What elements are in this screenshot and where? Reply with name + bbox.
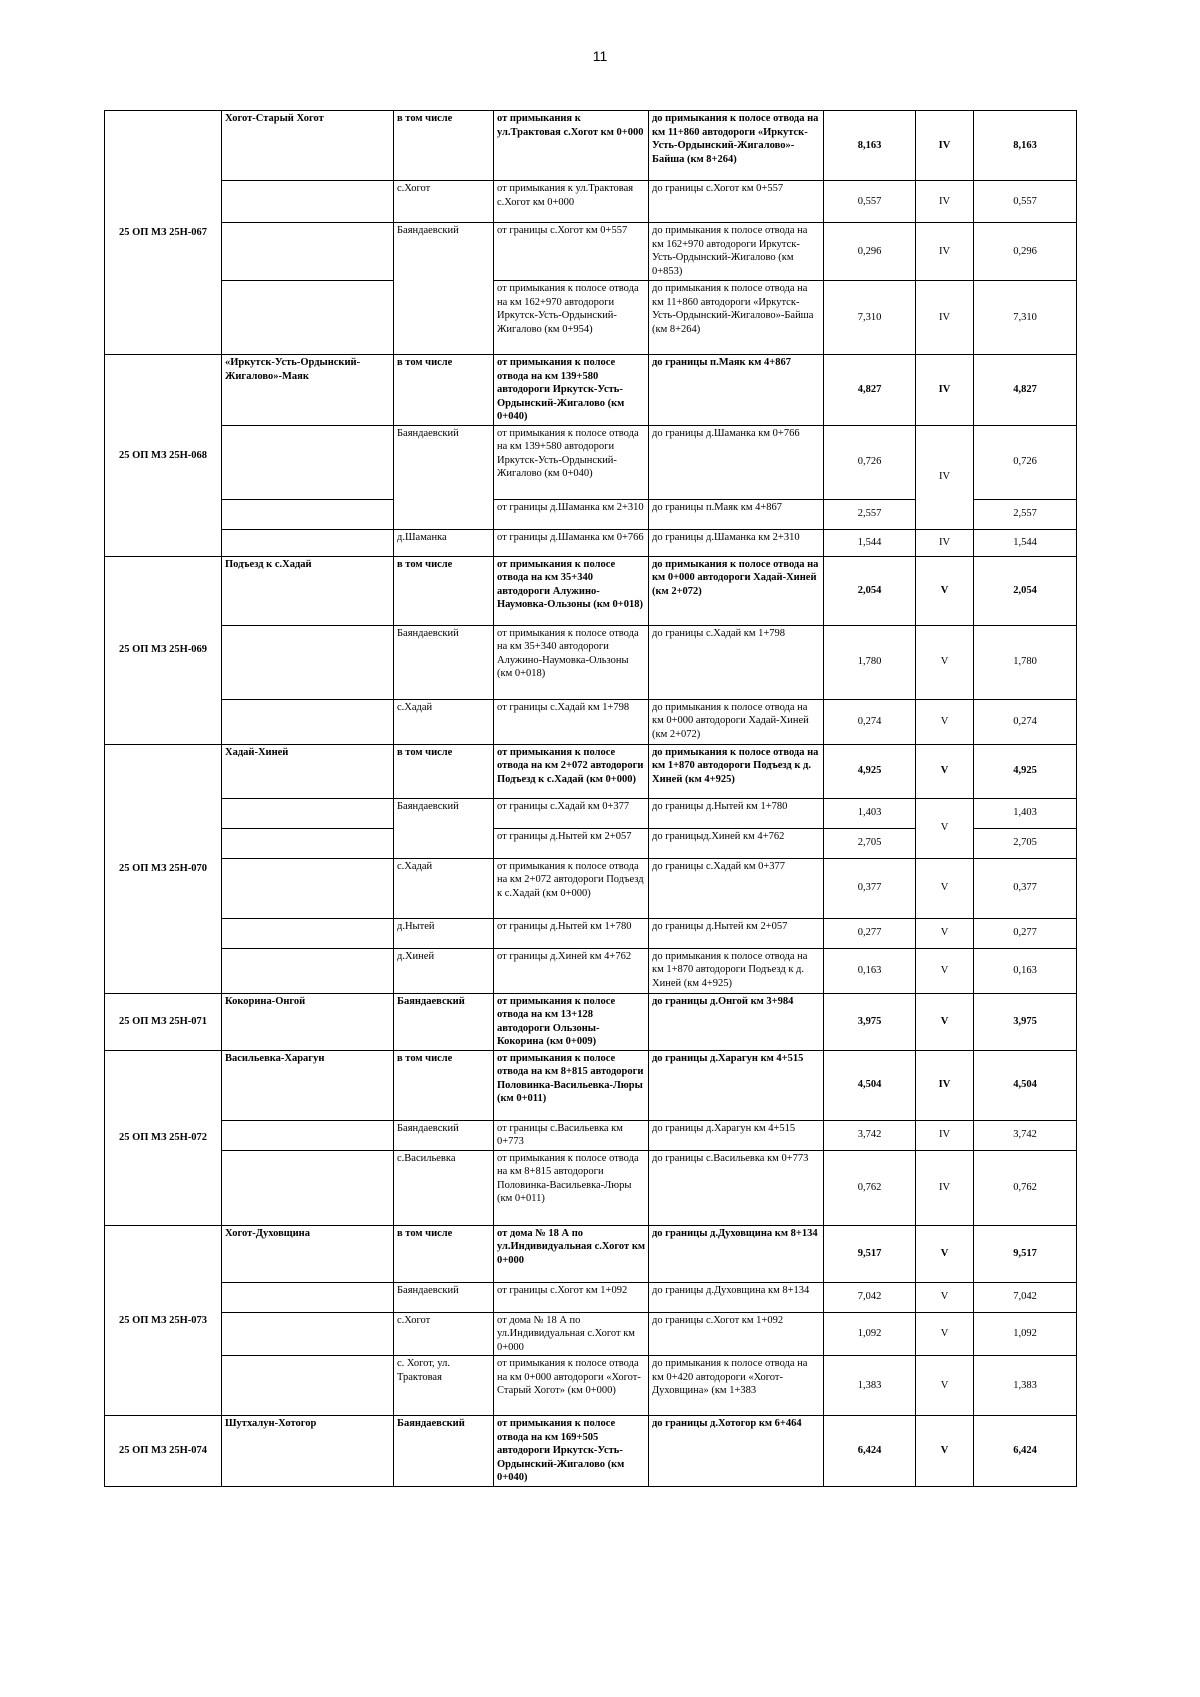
to-cell: до границы с.Хогот км 0+557 (649, 181, 824, 223)
table-row (105, 1225, 1077, 1282)
from-cell: от примыкания к полосе отвода на км 8+815 автодороги Половинка-Васильевка-Люры (км 0+011) (494, 1150, 649, 1225)
table-row (105, 355, 1077, 426)
category-cell: V (916, 918, 974, 948)
length-cell: 0,726 (824, 425, 916, 499)
from-cell: от границы д.Шаманка км 0+766 (494, 529, 649, 556)
area-cell: с.Хадай (394, 858, 494, 918)
total-length-cell: 1,092 (974, 1312, 1077, 1356)
road-name-cell (222, 1120, 394, 1150)
length-cell: 7,310 (824, 281, 916, 355)
category-cell: IV (916, 529, 974, 556)
category-cell: IV (916, 1150, 974, 1225)
table-row (105, 1356, 1077, 1416)
road-name-cell: Хогот-Старый Хогот (222, 111, 394, 181)
area-cell: с.Хадай (394, 699, 494, 744)
area-cell: Баяндаевский (394, 223, 494, 355)
road-name-cell (222, 223, 394, 281)
length-cell: 0,277 (824, 918, 916, 948)
length-cell: 2,705 (824, 828, 916, 858)
to-cell: до границы д.Харагун км 4+515 (649, 1120, 824, 1150)
road-code-cell: 25 ОП МЗ 25Н-071 (105, 993, 222, 1050)
from-cell: от границы д.Нытей км 2+057 (494, 828, 649, 858)
road-name-cell (222, 425, 394, 499)
category-cell: IV (916, 223, 974, 281)
length-cell: 1,403 (824, 798, 916, 828)
to-cell: до границы п.Маяк км 4+867 (649, 355, 824, 426)
total-length-cell: 2,054 (974, 556, 1077, 625)
area-cell: с.Хогот (394, 181, 494, 223)
to-cell: до границыд.Хиней км 4+762 (649, 828, 824, 858)
from-cell: от границы д.Хиней км 4+762 (494, 948, 649, 993)
length-cell: 4,504 (824, 1050, 916, 1120)
category-cell: IV (916, 1050, 974, 1120)
to-cell: до примыкания к полосе отвода на км 0+000 автодороги Хадай-Хиней (км 2+072) (649, 556, 824, 625)
total-length-cell: 0,274 (974, 699, 1077, 744)
table-row (105, 993, 1077, 1050)
total-length-cell: 4,827 (974, 355, 1077, 426)
road-name-cell: Хогот-Духовщина (222, 1225, 394, 1282)
from-cell: от примыкания к полосе отвода на км 13+128 автодороги Ользоны-Кокорина (км 0+009) (494, 993, 649, 1050)
to-cell: до границы д.Хотогор км 6+464 (649, 1416, 824, 1487)
to-cell: до границы д.Духовщина км 8+134 (649, 1282, 824, 1312)
to-cell: до границы д.Онгой км 3+984 (649, 993, 824, 1050)
category-cell: V (916, 798, 974, 858)
from-cell: от примыкания к полосе отвода на км 35+340 автодороги Алужино-Наумовка-Ользоны (км 0+018) (494, 556, 649, 625)
road-name-cell: Хадай-Хиней (222, 744, 394, 798)
road-code-cell: 25 ОП МЗ 25Н-072 (105, 1050, 222, 1225)
table-row (105, 918, 1077, 948)
from-cell: от границы с.Хогот км 0+557 (494, 223, 649, 281)
to-cell: до границы д.Шаманка км 2+310 (649, 529, 824, 556)
from-cell: от дома № 18 А по ул.Индивидуальная с.Хогот км 0+000 (494, 1225, 649, 1282)
to-cell: до примыкания к полосе отвода на км 0+000 автодороги Хадай-Хиней (км 2+072) (649, 699, 824, 744)
category-cell: V (916, 1416, 974, 1487)
from-cell: от границы с.Хадай км 0+377 (494, 798, 649, 828)
from-cell: от примыкания к полосе отвода на км 169+505 автодороги Иркутск-Усть-Ордынский-Жигалово (км 0+040) (494, 1416, 649, 1487)
table-row (105, 948, 1077, 993)
to-cell: до границы п.Маяк км 4+867 (649, 499, 824, 529)
area-cell: в том числе (394, 744, 494, 798)
area-cell: д.Хиней (394, 948, 494, 993)
table-row (105, 744, 1077, 798)
area-cell: д.Шаманка (394, 529, 494, 556)
category-cell: V (916, 625, 974, 699)
length-cell: 0,296 (824, 223, 916, 281)
total-length-cell: 8,163 (974, 111, 1077, 181)
from-cell: от примыкания к ул.Трактовая с.Хогот км 0+000 (494, 111, 649, 181)
table-row (105, 281, 1077, 355)
area-cell: Баяндаевский (394, 798, 494, 858)
road-name-cell (222, 1282, 394, 1312)
to-cell: до границы д.Шаманка км 0+766 (649, 425, 824, 499)
area-cell: Баяндаевский (394, 425, 494, 529)
road-name-cell: «Иркутск-Усть-Ордынский-Жигалово»-Маяк (222, 355, 394, 426)
road-name-cell (222, 828, 394, 858)
total-length-cell: 0,277 (974, 918, 1077, 948)
from-cell: от границы с.Хадай км 1+798 (494, 699, 649, 744)
table-row (105, 1050, 1077, 1120)
total-length-cell: 4,925 (974, 744, 1077, 798)
length-cell: 8,163 (824, 111, 916, 181)
area-cell: в том числе (394, 1225, 494, 1282)
to-cell: до границы д.Нытей км 2+057 (649, 918, 824, 948)
from-cell: от границы д.Нытей км 1+780 (494, 918, 649, 948)
total-length-cell: 0,377 (974, 858, 1077, 918)
road-name-cell: Васильевка-Харагун (222, 1050, 394, 1120)
from-cell: от границы с.Хогот км 1+092 (494, 1282, 649, 1312)
category-cell: V (916, 993, 974, 1050)
category-cell: V (916, 1282, 974, 1312)
area-cell: Баяндаевский (394, 993, 494, 1050)
road-name-cell (222, 1150, 394, 1225)
length-cell: 1,383 (824, 1356, 916, 1416)
from-cell: от примыкания к ул.Трактовая с.Хогот км 0+000 (494, 181, 649, 223)
category-cell: IV (916, 181, 974, 223)
to-cell: до границы с.Хогот км 1+092 (649, 1312, 824, 1356)
total-length-cell: 2,705 (974, 828, 1077, 858)
road-code-cell: 25 ОП МЗ 25Н-074 (105, 1416, 222, 1487)
area-cell: с.Хогот (394, 1312, 494, 1356)
from-cell: от примыкания к полосе отвода на км 2+072 автодороги Подъезд к с.Хадай (км 0+000) (494, 744, 649, 798)
length-cell: 0,163 (824, 948, 916, 993)
road-name-cell (222, 1312, 394, 1356)
road-name-cell (222, 181, 394, 223)
total-length-cell: 6,424 (974, 1416, 1077, 1487)
from-cell: от примыкания к полосе отвода на км 8+815 автодороги Половинка-Васильевка-Люры (км 0+011) (494, 1050, 649, 1120)
road-name-cell (222, 1356, 394, 1416)
road-name-cell (222, 281, 394, 355)
length-cell: 0,762 (824, 1150, 916, 1225)
total-length-cell: 0,163 (974, 948, 1077, 993)
page-number: 11 (592, 48, 608, 64)
road-name-cell (222, 499, 394, 529)
table-row (105, 529, 1077, 556)
to-cell: до примыкания к полосе отвода на км 11+860 автодороги «Иркутск-Усть-Ордынский-Жигалово»-Байша (км 8+264) (649, 281, 824, 355)
total-length-cell: 7,042 (974, 1282, 1077, 1312)
category-cell: V (916, 1356, 974, 1416)
area-cell: д.Нытей (394, 918, 494, 948)
from-cell: от дома № 18 А по ул.Индивидуальная с.Хогот км 0+000 (494, 1312, 649, 1356)
from-cell: от примыкания к полосе отвода на км 162+970 автодороги Иркутск-Усть-Ордынский-Жигалово (км 0+954) (494, 281, 649, 355)
table-row (105, 625, 1077, 699)
area-cell: с.Васильевка (394, 1150, 494, 1225)
table-row (105, 1120, 1077, 1150)
table-row (105, 223, 1077, 281)
category-cell: V (916, 556, 974, 625)
to-cell: до примыкания к полосе отвода на км 162+970 автодороги Иркутск-Усть-Ордынский-Жигалово (км 0+853) (649, 223, 824, 281)
total-length-cell: 0,296 (974, 223, 1077, 281)
area-cell: Баяндаевский (394, 1282, 494, 1312)
road-code-cell: 25 ОП МЗ 25Н-067 (105, 111, 222, 355)
total-length-cell: 0,726 (974, 425, 1077, 499)
length-cell: 2,557 (824, 499, 916, 529)
road-name-cell (222, 918, 394, 948)
total-length-cell: 0,762 (974, 1150, 1077, 1225)
length-cell: 1,544 (824, 529, 916, 556)
from-cell: от границы д.Шаманка км 2+310 (494, 499, 649, 529)
length-cell: 4,925 (824, 744, 916, 798)
area-cell: с. Хогот, ул. Трактовая (394, 1356, 494, 1416)
table-row (105, 556, 1077, 625)
length-cell: 1,092 (824, 1312, 916, 1356)
area-cell: в том числе (394, 355, 494, 426)
from-cell: от границы с.Васильевка км 0+773 (494, 1120, 649, 1150)
table-row (105, 111, 1077, 181)
table-row (105, 798, 1077, 828)
category-cell: V (916, 744, 974, 798)
total-length-cell: 3,742 (974, 1120, 1077, 1150)
to-cell: до границы д.Нытей км 1+780 (649, 798, 824, 828)
road-name-cell (222, 858, 394, 918)
total-length-cell: 2,557 (974, 499, 1077, 529)
area-cell: Баяндаевский (394, 1120, 494, 1150)
road-name-cell (222, 948, 394, 993)
from-cell: от примыкания к полосе отвода на км 2+072 автодороги Подъезд к с.Хадай (км 0+000) (494, 858, 649, 918)
length-cell: 2,054 (824, 556, 916, 625)
category-cell: IV (916, 355, 974, 426)
length-cell: 1,780 (824, 625, 916, 699)
from-cell: от примыкания к полосе отвода на км 139+580 автодороги Иркутск-Усть-Ордынский-Жигалово (км 0+040) (494, 425, 649, 499)
category-cell: IV (916, 281, 974, 355)
table-row (105, 1150, 1077, 1225)
total-length-cell: 4,504 (974, 1050, 1077, 1120)
total-length-cell: 1,383 (974, 1356, 1077, 1416)
length-cell: 0,557 (824, 181, 916, 223)
category-cell: IV (916, 1120, 974, 1150)
length-cell: 9,517 (824, 1225, 916, 1282)
table-row (105, 1282, 1077, 1312)
category-cell: V (916, 858, 974, 918)
total-length-cell: 3,975 (974, 993, 1077, 1050)
table-row (105, 1312, 1077, 1356)
to-cell: до примыкания к полосе отвода на км 11+860 автодороги «Иркутск-Усть-Ордынский-Жигалово»-Байша (км 8+264) (649, 111, 824, 181)
from-cell: от примыкания к полосе отвода на км 0+000 автодороги «Хогот-Старый Хогот» (км 0+000) (494, 1356, 649, 1416)
from-cell: от примыкания к полосе отвода на км 35+340 автодороги Алужино-Наумовка-Ользоны (км 0+018) (494, 625, 649, 699)
to-cell: до примыкания к полосе отвода на км 1+870 автодороги Подъезд к д. Хиней (км 4+925) (649, 948, 824, 993)
length-cell: 7,042 (824, 1282, 916, 1312)
road-name-cell (222, 699, 394, 744)
table-row (105, 181, 1077, 223)
category-cell: V (916, 699, 974, 744)
total-length-cell: 1,780 (974, 625, 1077, 699)
road-name-cell (222, 529, 394, 556)
table-row (105, 699, 1077, 744)
to-cell: до границы д.Духовщина км 8+134 (649, 1225, 824, 1282)
length-cell: 3,975 (824, 993, 916, 1050)
category-cell: IV (916, 111, 974, 181)
length-cell: 3,742 (824, 1120, 916, 1150)
category-cell: V (916, 1225, 974, 1282)
table-row (105, 858, 1077, 918)
total-length-cell: 1,403 (974, 798, 1077, 828)
road-code-cell: 25 ОП МЗ 25Н-069 (105, 556, 222, 744)
total-length-cell: 7,310 (974, 281, 1077, 355)
area-cell: Баяндаевский (394, 625, 494, 699)
table-row (105, 425, 1077, 499)
road-name-cell (222, 625, 394, 699)
length-cell: 0,377 (824, 858, 916, 918)
area-cell: в том числе (394, 111, 494, 181)
road-code-cell: 25 ОП МЗ 25Н-068 (105, 355, 222, 557)
length-cell: 6,424 (824, 1416, 916, 1487)
area-cell: в том числе (394, 1050, 494, 1120)
category-cell: V (916, 1312, 974, 1356)
total-length-cell: 9,517 (974, 1225, 1077, 1282)
road-name-cell (222, 798, 394, 828)
total-length-cell: 1,544 (974, 529, 1077, 556)
road-name-cell: Подъезд к с.Хадай (222, 556, 394, 625)
to-cell: до границы с.Хадай км 0+377 (649, 858, 824, 918)
to-cell: до границы с.Хадай км 1+798 (649, 625, 824, 699)
table-row (105, 1416, 1077, 1487)
area-cell: Баяндаевский (394, 1416, 494, 1487)
length-cell: 0,274 (824, 699, 916, 744)
road-code-cell: 25 ОП МЗ 25Н-070 (105, 744, 222, 993)
length-cell: 4,827 (824, 355, 916, 426)
to-cell: до примыкания к полосе отвода на км 0+420 автодороги «Хогот-Духовщина» (км 1+383 (649, 1356, 824, 1416)
area-cell: в том числе (394, 556, 494, 625)
to-cell: до примыкания к полосе отвода на км 1+870 автодороги Подъезд к д. Хиней (км 4+925) (649, 744, 824, 798)
to-cell: до границы д.Харагун км 4+515 (649, 1050, 824, 1120)
category-cell: V (916, 948, 974, 993)
road-name-cell: Шутхалун-Хотогор (222, 1416, 394, 1487)
from-cell: от примыкания к полосе отвода на км 139+580 автодороги Иркутск-Усть-Ордынский-Жигалово (км 0+040) (494, 355, 649, 426)
road-name-cell: Кокорина-Онгой (222, 993, 394, 1050)
total-length-cell: 0,557 (974, 181, 1077, 223)
category-cell: IV (916, 425, 974, 529)
road-code-cell: 25 ОП МЗ 25Н-073 (105, 1225, 222, 1416)
to-cell: до границы с.Васильевка км 0+773 (649, 1150, 824, 1225)
roads-table (104, 110, 1077, 1487)
